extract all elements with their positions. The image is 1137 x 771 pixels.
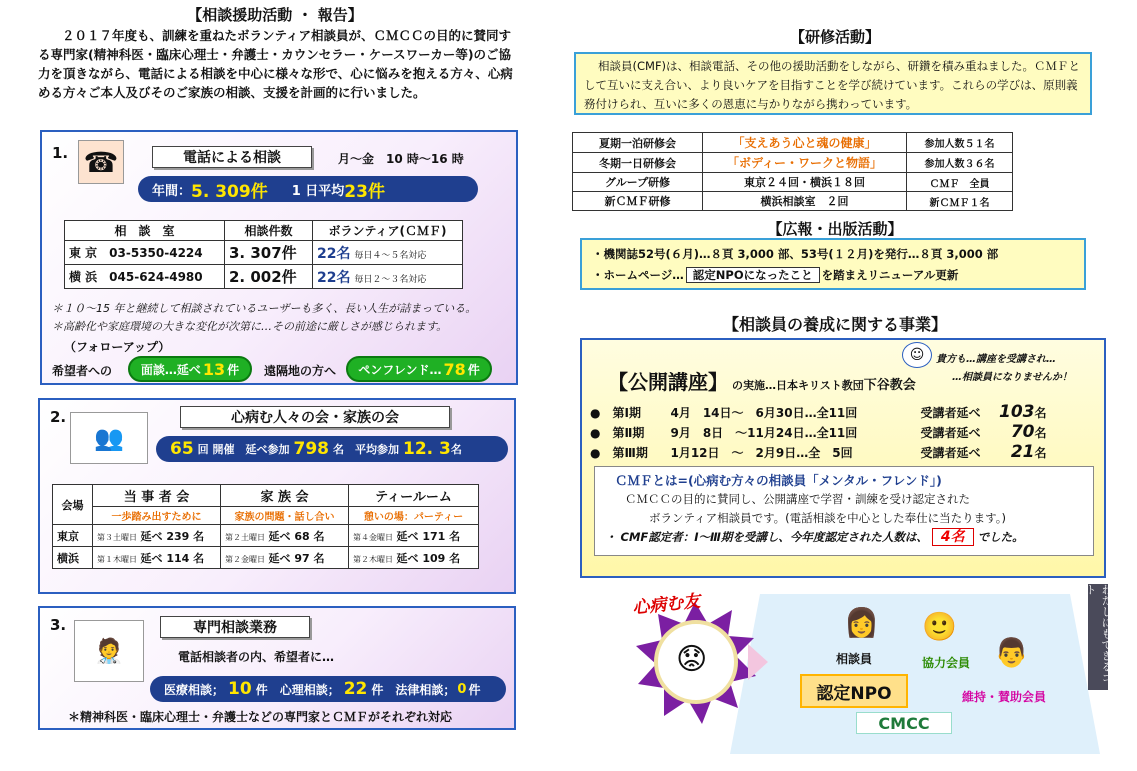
course-main: 【公開講座】: [608, 370, 728, 394]
course-sub: [732, 374, 916, 393]
training-name: グループ研修: [573, 173, 703, 192]
specialist-consultation-icon: 🧑‍⚕️: [74, 620, 144, 682]
table-subheader: 憩いの場：パーティー: [349, 507, 479, 525]
table-header: 相 談 室: [65, 221, 225, 241]
phone-operator-icon: ☎: [78, 140, 124, 184]
friend-label: 心病む友: [631, 591, 702, 619]
held-label: 回 開催 延べ参加: [197, 443, 290, 456]
table-header: 家 族 会: [221, 485, 349, 507]
law-unit: 件: [468, 682, 481, 697]
section-title: 電話による相談: [152, 146, 312, 168]
cmf-head: ＣＭＦとは=(心病む方々の相談員「メンタル・フレンド」): [615, 473, 942, 488]
penfriend-pill: [346, 356, 492, 382]
specialist-desc: 電話相談者の内、希望者に…: [178, 650, 335, 664]
term-unit: 名: [1034, 426, 1047, 440]
penfriend-label: ペンフレンド…: [358, 362, 442, 377]
term-label: 第Ⅱ期: [612, 426, 645, 440]
cmf-box: [594, 466, 1094, 556]
section-groups: [38, 398, 516, 594]
training-table: [572, 132, 1013, 211]
day-text: 第２木曜日: [353, 554, 393, 564]
specialist-summary-pill: [150, 676, 506, 702]
term-unit: 名: [1034, 406, 1047, 420]
term-label: 第Ⅰ期: [612, 406, 641, 420]
medical-value: 10: [228, 679, 252, 699]
smile-bubble-icon: ☺: [902, 342, 932, 368]
specialist-footer: ＊精神科医・臨床心理士・弁護士などの専門家とＣＭＦがそれぞれ対応: [68, 710, 453, 724]
table-row: [573, 133, 1013, 153]
term-unit: 名: [1034, 446, 1047, 460]
office-cell: 横 浜 045-624-4980: [65, 265, 225, 289]
table-row: [573, 192, 1013, 211]
bubble-text: 貴方も…講座を受講され…: [936, 354, 1056, 365]
annual-label: 年間：: [152, 183, 192, 199]
pr-line: ・機関誌52号(６月)…８頁 3,000 部、53号(１２月)を発行…８頁 3,000 部: [592, 247, 999, 261]
table-header: 相談件数: [225, 221, 313, 241]
avg-unit: 名: [450, 443, 462, 456]
report-title: 【相談援助活動 ・ 報告】: [187, 6, 363, 24]
office-cell: 東 京 03-5350-4224: [65, 241, 225, 265]
term-recv: 受講者延べ: [920, 406, 981, 420]
term-row: ● 第Ⅲ期 1月12日 ～ 2月9日…全 5回 受講者延べ 21名: [590, 442, 1047, 462]
course-box: [580, 338, 1106, 578]
section-title: 専門相談業務: [160, 616, 310, 638]
section-number: 1.: [52, 144, 69, 162]
held-value: 65: [170, 439, 194, 459]
vertical-banner: わたしにもできるコト: [1088, 584, 1108, 690]
term-dates: 1月12日 ～ 2月9日…全 5回: [670, 446, 853, 460]
term-value: 103: [999, 402, 1035, 422]
table-header: 当 事 者 会: [93, 485, 221, 507]
total-value: 798: [293, 439, 330, 459]
table-header: 会場: [53, 485, 93, 525]
support-label: 維持・賛助会員: [962, 690, 1047, 704]
pr-line: [592, 265, 1074, 286]
term-dates: 4月 14日～ 6月30日…全11回: [670, 406, 858, 420]
training-count: ＣＭＦ 全員: [907, 173, 1013, 192]
pr-highlight: 認定NPOになったこと: [686, 267, 820, 283]
total-label: 名 平均参加: [333, 443, 400, 456]
attendance-value: 延べ 114 名: [140, 551, 205, 565]
training-theme: 「ボディー・ワークと物語」: [703, 153, 907, 173]
training-text: 相談員(CMF)は、相談電話、その他の援助活動をしながら、研鑽を積み重ねました。ＣＭＦとして互いに支え合い、より良いケアを目指すことを学び続けています。これらの学びは、原則義務付けられ、互いに多くの恩恵に与かりながら携わっています。: [574, 52, 1092, 115]
daily-label: 1 日平均: [291, 183, 345, 199]
venue-cell: 横浜: [53, 547, 93, 569]
attendance-value: 延べ 68 名: [268, 529, 325, 543]
training-name: 冬期一日研修会: [573, 153, 703, 173]
table-row: [573, 173, 1013, 192]
note-line: ＊高齢化や家庭環境の大きな変化が次第に…その前途に厳しさが感じられます。: [52, 320, 448, 333]
remote-label: 遠隔地の方へ: [264, 364, 337, 378]
volunteer-note: 毎日４～５名対応: [354, 250, 427, 261]
pr-text: を踏まえリニューアル更新: [821, 268, 959, 282]
term-row: ● 第Ⅱ期 9月 8日 ～11月24日…全11回 受講者延べ 70名: [590, 422, 1047, 442]
training-name: 夏期一泊研修会: [573, 133, 703, 153]
cmf-line: ボランティア相談員です。(電話相談を中心とした奉仕に当たります。): [649, 511, 1006, 525]
hope-label: 希望者への: [52, 364, 113, 378]
attendance-value: 延べ 97 名: [268, 551, 325, 565]
support-person-icon: 👨: [994, 636, 1029, 669]
group-table: [52, 484, 479, 569]
training-name: 新ＣＭＦ研修: [573, 192, 703, 211]
pr-text: ・ホームページ…: [592, 268, 684, 282]
penfriend-unit: 件: [467, 362, 480, 377]
group-meeting-icon: 👥: [70, 412, 148, 464]
training-count: 参加人数３６名: [907, 153, 1013, 173]
table-row: [53, 525, 479, 547]
term-row: ● 第Ⅰ期 4月 14日～ 6月30日…全11回 受講者延べ 103名: [590, 402, 1047, 422]
pr-box: [580, 238, 1086, 290]
training-theme: 東京２４回・横浜１８回: [703, 173, 907, 192]
training-theme: 横浜相談室 ２回: [703, 192, 907, 211]
penfriend-value: 78: [443, 359, 466, 379]
count-cell: 3. 307件: [225, 241, 313, 265]
table-row: [573, 153, 1013, 173]
training-title: 【研修活動】: [789, 28, 880, 46]
section-specialist: [38, 606, 516, 730]
interview-value: 13: [202, 359, 226, 379]
term-dates: 9月 8日 ～11月24日…全11回: [670, 426, 858, 440]
followup-label: （フォローアップ）: [64, 340, 171, 354]
cmf-cert: [605, 528, 1083, 547]
phone-hours: 月～金 10 時～16 時: [338, 152, 464, 166]
course-sub-text: の実施…日本キリスト教団: [732, 379, 864, 392]
training-count: 新ＣＭＦ１名: [907, 192, 1013, 211]
avg-value: 12. 3: [403, 439, 451, 459]
bubble-text: …相談員になりませんか！: [952, 372, 1072, 383]
day-text: 第１木曜日: [97, 554, 137, 564]
term-label: 第Ⅲ期: [612, 446, 648, 460]
cmf-cert-value: 4名: [932, 528, 974, 546]
table-subheader: 家族の問題・話し合い: [221, 507, 349, 525]
term-recv: 受講者延べ: [920, 446, 981, 460]
volunteer-count: 22名: [317, 269, 351, 286]
counselor-label: 相談員: [836, 652, 873, 666]
training-theme: 「支えあう心と魂の健康」: [703, 133, 907, 153]
day-text: 第３土曜日: [97, 532, 137, 542]
volunteer-note: 毎日２～３名対応: [354, 274, 427, 285]
training-count: 参加人数５１名: [907, 133, 1013, 153]
cmcc-logo: CMCC: [856, 712, 952, 734]
coop-label: 協力会員: [922, 656, 971, 670]
friend-person-icon: 😟: [676, 642, 708, 677]
npo-badge: 認定NPO: [800, 674, 908, 708]
attendance-value: 延べ 109 名: [396, 551, 461, 565]
law-value: 0: [457, 681, 467, 697]
medical-label: 医療相談；: [164, 682, 225, 697]
term-value: 70: [1010, 422, 1035, 442]
section-number: 3.: [50, 616, 67, 634]
note-line: ＊１０～15 年と継続して相談されているユーザーも多く、長い人生が詰まっている。: [52, 302, 477, 315]
group-summary-pill: [156, 436, 508, 462]
report-intro: ２０１７年度も、訓練を重ねたボランティア相談員が、ＣＭＣＣの目的に賛同する専門家(精神科医・臨床心理士・弁護士・カウンセラー・ケースワーカー等)のご協力を頂きながら、電話による相談を中心に様々な形で、心に悩みを抱える方々、心病める方々ご本人及びそのご家族の相談、支援を計画的に行いました。: [38, 28, 513, 100]
day-text: 第４金曜日: [353, 532, 393, 542]
term-recv: 受講者延べ: [920, 426, 981, 440]
section-number: 2.: [50, 408, 67, 426]
table-header: ティールーム: [349, 485, 479, 507]
interview-unit: 件: [227, 362, 240, 377]
cmf-line: ＣＭＣＣの目的に賛同し、公開講座で学習・訓練を受け認定された: [625, 492, 970, 506]
section-phone-consultation: [40, 130, 518, 385]
count-cell: 2. 002件: [225, 265, 313, 289]
interview-label: 面談…延べ: [140, 362, 201, 377]
coop-person-icon: 🙂: [922, 610, 957, 643]
venue-cell: 東京: [53, 525, 93, 547]
table-subheader: 一歩踏み出すために: [93, 507, 221, 525]
annual-value: 5. 309件: [191, 181, 268, 202]
counselor-person-icon: 👩: [844, 606, 879, 639]
course-church: 下谷教会: [863, 378, 916, 393]
phone-stats-table: [64, 220, 463, 289]
attendance-value: 延べ 171 名: [396, 529, 461, 543]
day-text: 第２土曜日: [225, 532, 265, 542]
cmf-cert-text: ・ CMF認定者：Ⅰ～Ⅲ期を受講し、今年度認定された人数は、: [605, 530, 928, 544]
annual-summary-pill: [138, 176, 478, 202]
law-label: 件 法律相談；: [371, 682, 456, 697]
psych-value: 22: [343, 679, 368, 699]
term-value: 21: [1010, 442, 1035, 462]
section-title: 心病む人々の会・家族の会: [180, 406, 450, 428]
interview-pill: [128, 356, 252, 382]
cmcc-graphic: [600, 584, 1120, 754]
course-title: 【相談員の養成に関する事業】: [722, 315, 947, 334]
cmf-cert-text: でした。: [977, 530, 1024, 544]
table-row: [65, 265, 463, 289]
attendance-value: 延べ 239 名: [140, 529, 205, 543]
psych-label: 件 心理相談；: [255, 682, 340, 697]
table-row: [53, 547, 479, 569]
table-header: ボランティア(ＣＭＦ): [313, 221, 463, 241]
pr-title: 【広報・出版活動】: [767, 220, 903, 238]
table-row: [65, 241, 463, 265]
day-text: 第２金曜日: [225, 554, 265, 564]
volunteer-count: 22名: [317, 245, 351, 262]
daily-value: 23件: [344, 181, 385, 202]
